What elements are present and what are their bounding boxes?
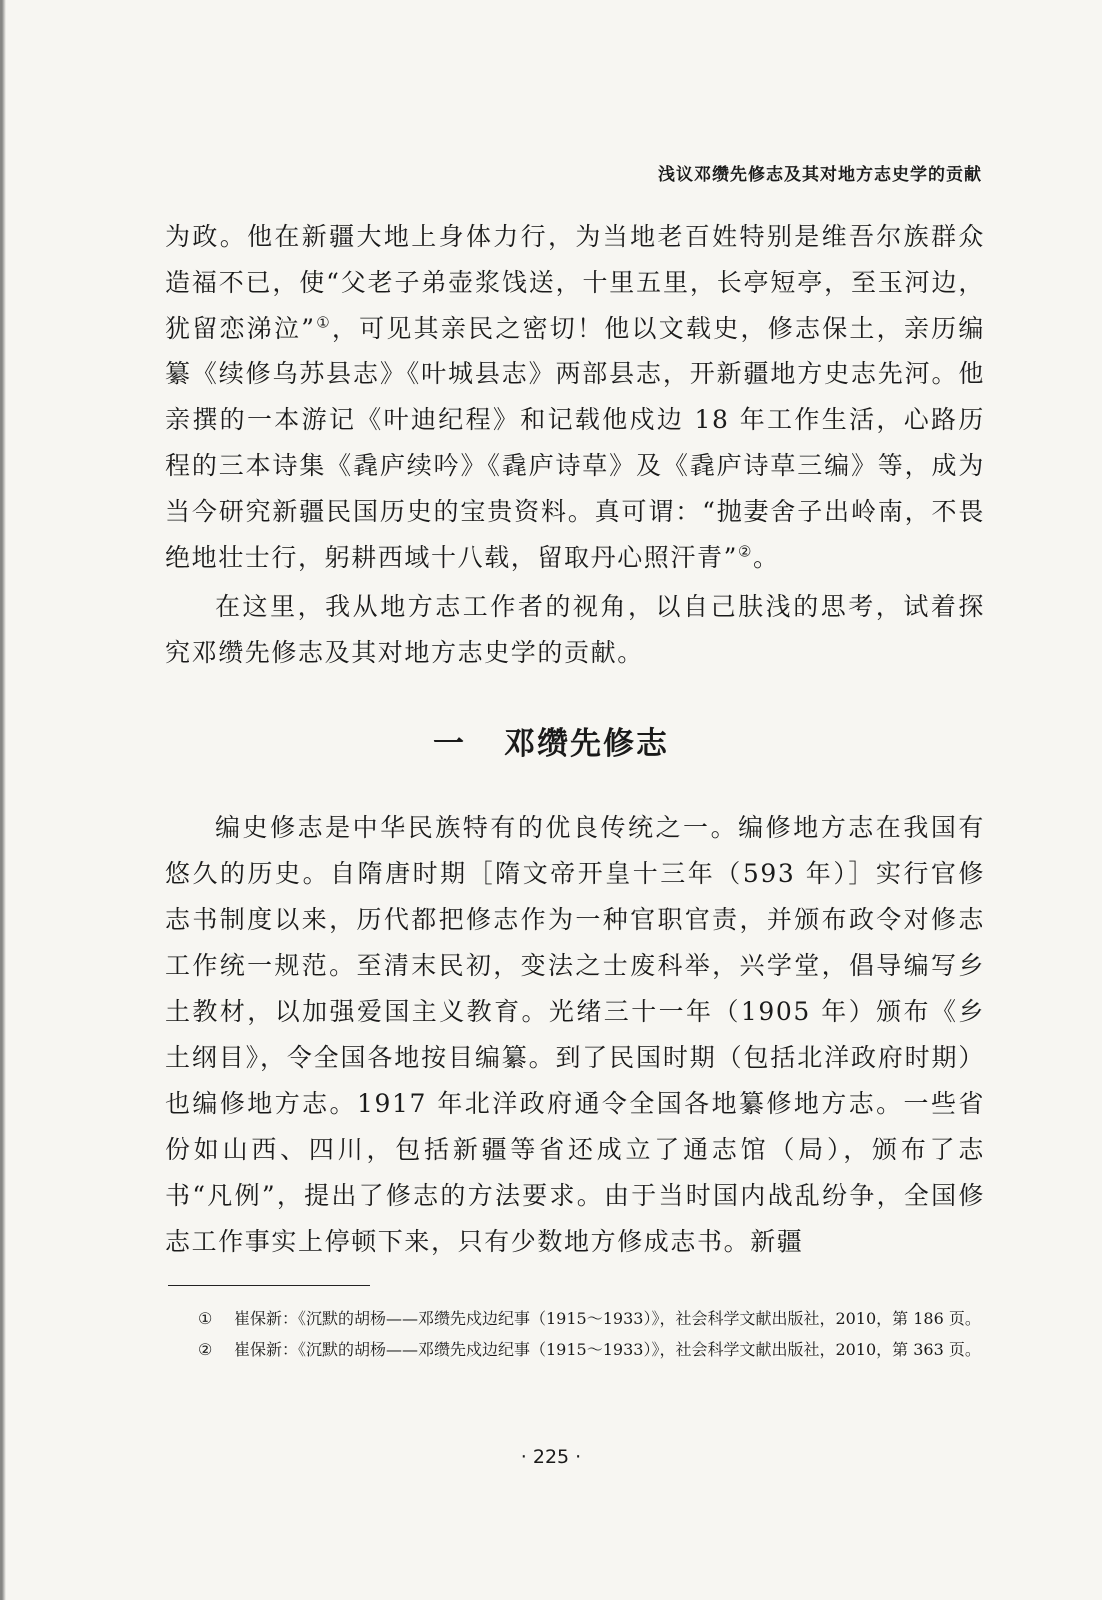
paragraph-1-end: 。 [753,542,780,572]
section-heading [0,718,1102,763]
footnote-ref-1[interactable]: ① [315,313,332,332]
footnote-text: 崔保新：《沉默的胡杨——邓缵先戍边纪事（1915～1933）》，社会科学文献出版社，2010，第 363 页。 [234,1340,981,1359]
paragraph-1 [165,214,985,580]
page-number: · 225 · [520,1446,582,1468]
page-edge-shadow [0,0,10,1600]
section-title: 邓缵先修志 [504,726,669,762]
paragraph-1-part-a: 为政。他在新疆大地上身体力行，为当地老百姓特别是维吾尔族群众造福不已，使“父老子弟壶浆饯送，十里五里，长亭短亭，至玉河边，犹留恋涕泣” [165,222,985,343]
footnote-mark: ② [198,1340,213,1359]
footnote-text: 崔保新：《沉默的胡杨——邓缵先戍边纪事（1915～1933）》，社会科学文献出版社，2010，第 186 页。 [234,1309,981,1328]
body-text-top [165,214,985,676]
footnote-item [198,1336,988,1363]
paragraph-1-part-b: ，可见其亲民之密切！他以文载史，修志保土，亲历编纂《续修乌苏县志》《叶城县志》两部县志，开新疆地方史志先河。他亲撰的一本游记《叶迪纪程》和记载他戍边 18 年工作生活，心路历程的三本诗集《毳庐续吟》《毳庐诗草》及《毳庐诗草三编》等，成为当今研究新疆民国历史的宝贵资料。真可谓：“抛妻舍子出岭南，不畏绝地壮士行，躬耕西域十八载，留取丹心照汗青” [165,313,985,572]
footnote-ref-2[interactable]: ② [737,542,754,561]
footnote-rule [168,1285,370,1286]
paragraph-3: 编史修志是中华民族特有的优良传统之一。编修地方志在我国有悠久的历史。自隋唐时期［隋文帝开皇十三年（593 年）］实行官修志书制度以来，历代都把修志作为一种官职官责，并颁布政令对修志工作统一规范。至清末民初，变法之士废科举，兴学堂，倡导编写乡土教材，以加强爱国主义教育。光绪三十一年（1905 年）颁布《乡土纲目》，令全国各地按目编纂。到了民国时期（包括北洋政府时期）也编修地方志。1917 年北洋政府通令全国各地纂修地方志。一些省份如山西、四川，包括新疆等省还成立了通志馆（局），颁布了志书“凡例”，提出了修志的方法要求。由于当时国内战乱纷争，全国修志工作事实上停顿下来，只有少数地方修成志书。新疆 [165,813,985,1256]
footnotes [198,1305,988,1367]
body-text-section-1 [165,805,985,1265]
section-number: 一 [433,726,466,762]
footnote-mark: ① [198,1309,213,1328]
paragraph-2: 在这里，我从地方志工作者的视角，以自己肤浅的思考，试着探究邓缵先修志及其对地方志史学的贡献。 [165,592,985,668]
running-head: 浅议邓缵先修志及其对地方志史学的贡献 [658,165,982,185]
footnote-item [198,1305,988,1332]
